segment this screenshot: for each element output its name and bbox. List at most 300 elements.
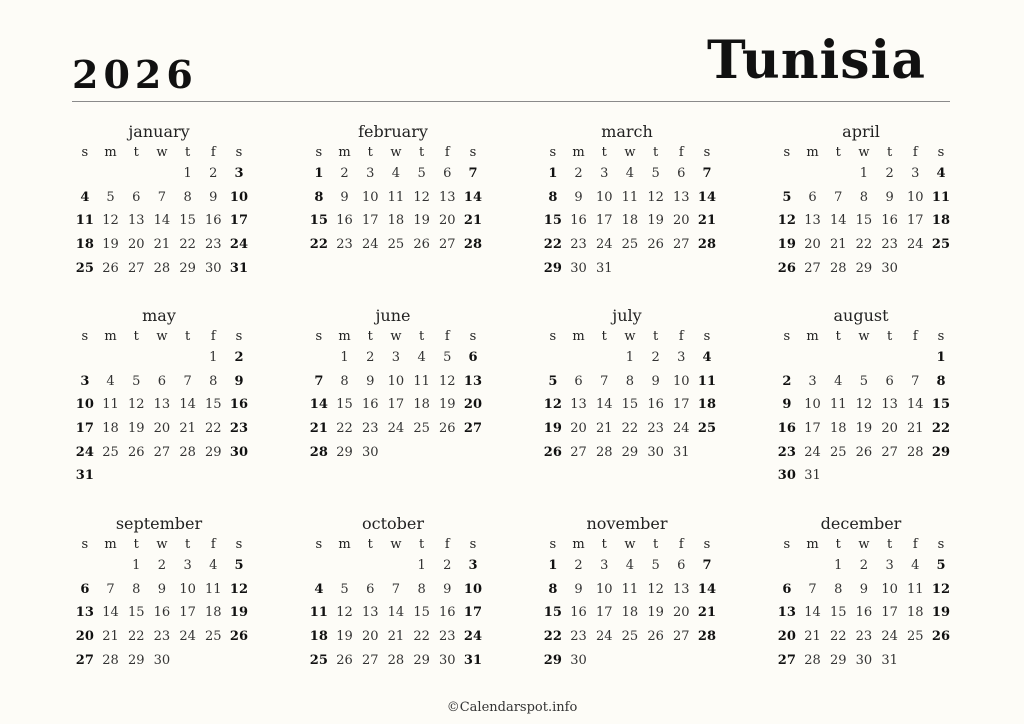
day-cell: 23	[336, 237, 353, 253]
week-row	[72, 464, 248, 488]
weekday-label: t	[418, 144, 425, 160]
day-cell: 27	[361, 652, 379, 668]
day-cell: 5	[234, 558, 244, 574]
weekday-header	[774, 534, 950, 554]
day-cell: 30	[439, 652, 456, 668]
day-cell: 1	[417, 558, 426, 574]
day-cell: 29	[205, 444, 222, 460]
day-cell: 6	[808, 189, 817, 205]
day-cell: 8	[340, 373, 349, 389]
day-cell: 8	[417, 581, 426, 597]
day-cell: 1	[834, 558, 843, 574]
week-row	[540, 233, 716, 257]
day-cell: 1	[625, 350, 635, 366]
weekday-label: s	[469, 536, 477, 552]
day-cell: 23	[439, 629, 456, 645]
day-cell: 15	[179, 213, 196, 229]
day-cell: 11	[75, 213, 94, 229]
day-cell: 8	[859, 189, 869, 205]
month-september	[72, 514, 248, 672]
day-cell: 18	[102, 421, 119, 437]
day-cell: 17	[361, 213, 379, 229]
year-title: 2026	[72, 52, 198, 97]
weekday-label: s	[549, 144, 557, 160]
day-cell: 17	[229, 213, 249, 229]
weekday-label: s	[703, 536, 711, 552]
day-cell: 2	[651, 350, 660, 366]
day-cell: 24	[881, 629, 898, 645]
weekday-label: t	[367, 536, 373, 552]
week-row	[72, 601, 248, 625]
weekday-label: m	[806, 328, 819, 344]
day-cell: 27	[439, 237, 456, 253]
day-cell: 14	[463, 189, 483, 205]
day-cell: 27	[804, 260, 821, 276]
day-cell: 25	[829, 444, 847, 460]
day-cell: 25	[205, 629, 222, 645]
month-name: march	[601, 122, 653, 141]
day-cell: 21	[907, 421, 924, 437]
day-cell: 1	[548, 166, 558, 182]
week-row	[540, 162, 716, 186]
weekday-header	[306, 326, 482, 346]
day-cell: 22	[621, 421, 639, 437]
week-row	[774, 464, 950, 488]
day-cell: 8	[834, 581, 843, 597]
week-row	[540, 417, 716, 441]
week-row	[306, 162, 482, 186]
day-cell: 20	[127, 237, 145, 253]
weekday-label: w	[156, 144, 168, 160]
weekday-label: m	[806, 536, 819, 552]
week-row	[306, 440, 482, 464]
day-cell: 27	[673, 237, 690, 253]
day-cell: 28	[102, 652, 119, 668]
week-row	[72, 578, 248, 602]
day-cell: 14	[697, 189, 717, 205]
day-cell: 27	[127, 260, 145, 276]
day-cell: 15	[543, 605, 562, 621]
day-cell: 16	[647, 397, 664, 413]
weekday-label: t	[835, 536, 841, 552]
day-cell: 29	[413, 652, 430, 668]
day-cell: 19	[777, 237, 796, 253]
day-cell: 30	[855, 652, 873, 668]
day-cell: 8	[625, 373, 635, 389]
week-row	[774, 209, 950, 233]
day-cell: 21	[102, 629, 119, 645]
weekday-label: s	[703, 144, 711, 160]
day-cell: 22	[309, 237, 328, 253]
day-cell: 26	[647, 629, 664, 645]
day-cell: 30	[570, 652, 587, 668]
week-row	[774, 186, 950, 210]
day-cell: 22	[127, 629, 145, 645]
weekday-label: w	[624, 328, 636, 344]
day-cell: 5	[417, 166, 426, 182]
day-cell: 12	[102, 213, 119, 229]
day-cell: 13	[777, 605, 796, 621]
day-cell: 20	[673, 213, 690, 229]
week-row	[540, 256, 716, 280]
day-cell: 14	[102, 605, 119, 621]
day-cell: 18	[829, 421, 847, 437]
month-october	[306, 514, 482, 672]
day-cell: 17	[673, 397, 690, 413]
day-cell: 1	[859, 166, 869, 182]
week-row	[72, 393, 248, 417]
day-cell: 2	[443, 558, 452, 574]
day-cell: 3	[808, 373, 817, 389]
day-cell: 9	[234, 373, 244, 389]
day-cell: 23	[647, 421, 664, 437]
month-december	[774, 514, 950, 672]
weekday-label: t	[133, 328, 139, 344]
day-cell: 31	[595, 260, 613, 276]
weekday-label: w	[624, 144, 636, 160]
day-cell: 1	[340, 350, 349, 366]
day-cell: 16	[336, 213, 353, 229]
week-row	[306, 233, 482, 257]
day-cell: 10	[595, 189, 613, 205]
week-row	[774, 440, 950, 464]
day-cell: 5	[106, 189, 115, 205]
day-cell: 8	[314, 189, 324, 205]
weekday-label: w	[156, 536, 168, 552]
week-row	[72, 346, 248, 370]
weekday-label: m	[572, 536, 585, 552]
day-cell: 24	[179, 629, 196, 645]
day-cell: 9	[366, 373, 375, 389]
day-cell: 17	[75, 421, 94, 437]
day-cell: 16	[881, 213, 898, 229]
day-cell: 11	[413, 373, 430, 389]
day-cell: 30	[777, 468, 796, 484]
day-cell: 13	[439, 189, 456, 205]
day-cell: 19	[102, 237, 119, 253]
day-cell: 24	[361, 237, 379, 253]
day-cell: 15	[413, 605, 430, 621]
day-cell: 4	[702, 350, 712, 366]
day-cell: 14	[387, 605, 405, 621]
weekday-header	[72, 534, 248, 554]
day-cell: 31	[75, 468, 94, 484]
day-cell: 9	[209, 189, 218, 205]
day-cell: 6	[132, 189, 141, 205]
weekday-label: t	[886, 328, 893, 344]
day-cell: 25	[387, 237, 405, 253]
day-cell: 12	[855, 397, 873, 413]
weekday-label: t	[652, 328, 659, 344]
day-cell: 21	[697, 605, 717, 621]
day-cell: 28	[595, 444, 613, 460]
day-cell: 16	[439, 605, 456, 621]
day-cell: 9	[157, 581, 167, 597]
weekday-header	[540, 142, 716, 162]
day-cell: 20	[570, 421, 587, 437]
day-cell: 10	[804, 397, 821, 413]
day-cell: 12	[543, 397, 562, 413]
day-cell: 28	[697, 237, 717, 253]
day-cell: 13	[463, 373, 483, 389]
day-cell: 26	[229, 629, 249, 645]
day-cell: 27	[75, 652, 94, 668]
day-cell: 18	[413, 397, 430, 413]
day-cell: 13	[75, 605, 94, 621]
day-cell: 26	[777, 260, 796, 276]
day-cell: 4	[80, 189, 90, 205]
day-cell: 19	[127, 421, 145, 437]
day-cell: 8	[548, 189, 558, 205]
day-cell: 15	[829, 605, 847, 621]
month-july	[540, 306, 716, 464]
weekday-label: s	[783, 328, 791, 344]
day-cell: 15	[621, 397, 639, 413]
month-name: november	[586, 514, 668, 533]
day-cell: 3	[234, 166, 244, 182]
week-row	[540, 393, 716, 417]
header-divider	[72, 101, 950, 102]
day-cell: 22	[855, 237, 873, 253]
day-cell: 3	[366, 166, 375, 182]
weekday-label: s	[937, 144, 945, 160]
day-cell: 29	[931, 444, 951, 460]
day-cell: 17	[881, 605, 898, 621]
day-cell: 14	[804, 605, 821, 621]
day-cell: 29	[543, 652, 562, 668]
week-row	[306, 346, 482, 370]
weekday-label: w	[624, 536, 636, 552]
day-cell: 28	[309, 444, 328, 460]
week-row	[72, 648, 248, 672]
month-name: may	[142, 306, 176, 325]
day-cell: 8	[936, 373, 946, 389]
week-row	[540, 578, 716, 602]
day-cell: 6	[366, 581, 375, 597]
day-cell: 9	[859, 581, 869, 597]
weekday-label: f	[444, 536, 450, 552]
day-cell: 29	[127, 652, 145, 668]
weekday-label: s	[315, 328, 323, 344]
day-cell: 6	[443, 166, 452, 182]
day-cell: 29	[179, 260, 196, 276]
day-cell: 24	[229, 237, 249, 253]
weekday-header	[540, 326, 716, 346]
day-cell: 19	[931, 605, 951, 621]
day-cell: 7	[702, 558, 712, 574]
week-row	[72, 256, 248, 280]
week-row	[306, 393, 482, 417]
weekday-label: s	[937, 328, 945, 344]
day-cell: 5	[132, 373, 141, 389]
week-row	[540, 186, 716, 210]
day-cell: 20	[804, 237, 821, 253]
weekday-label: s	[235, 144, 243, 160]
week-row	[72, 233, 248, 257]
day-cell: 7	[468, 166, 478, 182]
day-cell: 12	[413, 189, 430, 205]
day-cell: 24	[463, 629, 483, 645]
day-cell: 16	[361, 397, 379, 413]
day-cell: 24	[595, 629, 613, 645]
day-cell: 9	[443, 581, 452, 597]
day-cell: 6	[677, 166, 686, 182]
weekday-label: t	[652, 536, 659, 552]
day-cell: 10	[595, 581, 613, 597]
week-row	[774, 346, 950, 370]
weekday-label: s	[81, 144, 89, 160]
day-cell: 10	[179, 581, 196, 597]
day-cell: 17	[907, 213, 924, 229]
day-cell: 23	[570, 629, 587, 645]
day-cell: 14	[309, 397, 328, 413]
week-row	[540, 370, 716, 394]
week-row	[72, 554, 248, 578]
weekday-label: s	[469, 328, 477, 344]
weekday-label: m	[338, 144, 351, 160]
day-cell: 2	[340, 166, 349, 182]
day-cell: 27	[153, 444, 171, 460]
day-cell: 5	[443, 350, 452, 366]
weekday-label: w	[858, 328, 870, 344]
day-cell: 18	[75, 237, 94, 253]
footer-credit: ©Calendarspot.info	[446, 700, 578, 715]
day-cell: 2	[366, 350, 375, 366]
day-cell: 28	[804, 652, 821, 668]
day-cell: 12	[439, 373, 456, 389]
day-cell: 23	[361, 421, 379, 437]
day-cell: 19	[647, 605, 664, 621]
day-cell: 20	[439, 213, 456, 229]
day-cell: 7	[834, 189, 843, 205]
day-cell: 12	[229, 581, 249, 597]
day-cell: 6	[782, 581, 792, 597]
month-name: april	[842, 122, 880, 141]
month-may	[72, 306, 248, 488]
month-june	[306, 306, 482, 464]
day-cell: 24	[804, 444, 821, 460]
day-cell: 13	[570, 397, 587, 413]
day-cell: 30	[229, 444, 249, 460]
day-cell: 22	[413, 629, 430, 645]
weekday-label: t	[652, 144, 659, 160]
day-cell: 13	[673, 581, 690, 597]
weekday-label: t	[886, 144, 893, 160]
day-cell: 2	[234, 350, 244, 366]
day-cell: 28	[907, 444, 924, 460]
day-cell: 2	[574, 166, 583, 182]
day-cell: 9	[651, 373, 660, 389]
day-cell: 3	[911, 166, 920, 182]
day-cell: 29	[336, 444, 353, 460]
day-cell: 2	[782, 373, 792, 389]
day-cell: 26	[647, 237, 664, 253]
weekday-header	[72, 142, 248, 162]
day-cell: 20	[153, 421, 171, 437]
day-cell: 7	[391, 581, 401, 597]
day-cell: 9	[574, 581, 583, 597]
day-cell: 16	[570, 213, 587, 229]
day-cell: 22	[205, 421, 222, 437]
day-cell: 9	[574, 189, 583, 205]
weekday-label: m	[572, 144, 585, 160]
day-cell: 15	[855, 213, 873, 229]
weekday-label: w	[156, 328, 168, 344]
day-cell: 15	[309, 213, 328, 229]
week-row	[306, 648, 482, 672]
day-cell: 16	[153, 605, 171, 621]
day-cell: 3	[677, 350, 686, 366]
weekday-label: m	[572, 328, 585, 344]
month-name: july	[612, 306, 642, 325]
day-cell: 17	[179, 605, 196, 621]
weekday-label: f	[210, 144, 216, 160]
day-cell: 5	[936, 558, 946, 574]
day-cell: 25	[697, 421, 717, 437]
day-cell: 7	[808, 581, 817, 597]
day-cell: 11	[621, 581, 639, 597]
day-cell: 31	[229, 260, 249, 276]
day-cell: 5	[548, 373, 558, 389]
day-cell: 8	[209, 373, 218, 389]
day-cell: 9	[782, 397, 792, 413]
day-cell: 2	[209, 166, 218, 182]
month-name: december	[820, 514, 902, 533]
weekday-label: t	[367, 144, 373, 160]
day-cell: 23	[881, 237, 898, 253]
day-cell: 4	[314, 581, 324, 597]
day-cell: 26	[855, 444, 873, 460]
day-cell: 30	[570, 260, 587, 276]
weekday-label: f	[678, 328, 684, 344]
week-row	[72, 417, 248, 441]
day-cell: 26	[336, 652, 353, 668]
day-cell: 18	[205, 605, 222, 621]
day-cell: 4	[911, 558, 920, 574]
week-row	[72, 162, 248, 186]
day-cell: 12	[647, 189, 664, 205]
day-cell: 24	[75, 444, 94, 460]
month-april	[774, 122, 950, 280]
day-cell: 19	[855, 421, 873, 437]
day-cell: 30	[205, 260, 222, 276]
day-cell: 21	[829, 237, 847, 253]
day-cell: 17	[804, 421, 821, 437]
weekday-label: s	[315, 144, 323, 160]
day-cell: 11	[387, 189, 405, 205]
day-cell: 31	[881, 652, 898, 668]
day-cell: 29	[829, 652, 847, 668]
day-cell: 29	[543, 260, 562, 276]
day-cell: 3	[80, 373, 90, 389]
day-cell: 13	[804, 213, 821, 229]
day-cell: 28	[463, 237, 483, 253]
day-cell: 5	[651, 166, 660, 182]
week-row	[72, 625, 248, 649]
day-cell: 1	[183, 166, 192, 182]
week-row	[540, 601, 716, 625]
day-cell: 3	[391, 350, 401, 366]
weekday-label: w	[858, 144, 870, 160]
weekday-label: f	[210, 328, 216, 344]
day-cell: 4	[391, 166, 401, 182]
weekday-header	[774, 142, 950, 162]
day-cell: 30	[881, 260, 898, 276]
day-cell: 24	[907, 237, 924, 253]
day-cell: 23	[153, 629, 171, 645]
day-cell: 4	[625, 166, 635, 182]
day-cell: 19	[336, 629, 353, 645]
